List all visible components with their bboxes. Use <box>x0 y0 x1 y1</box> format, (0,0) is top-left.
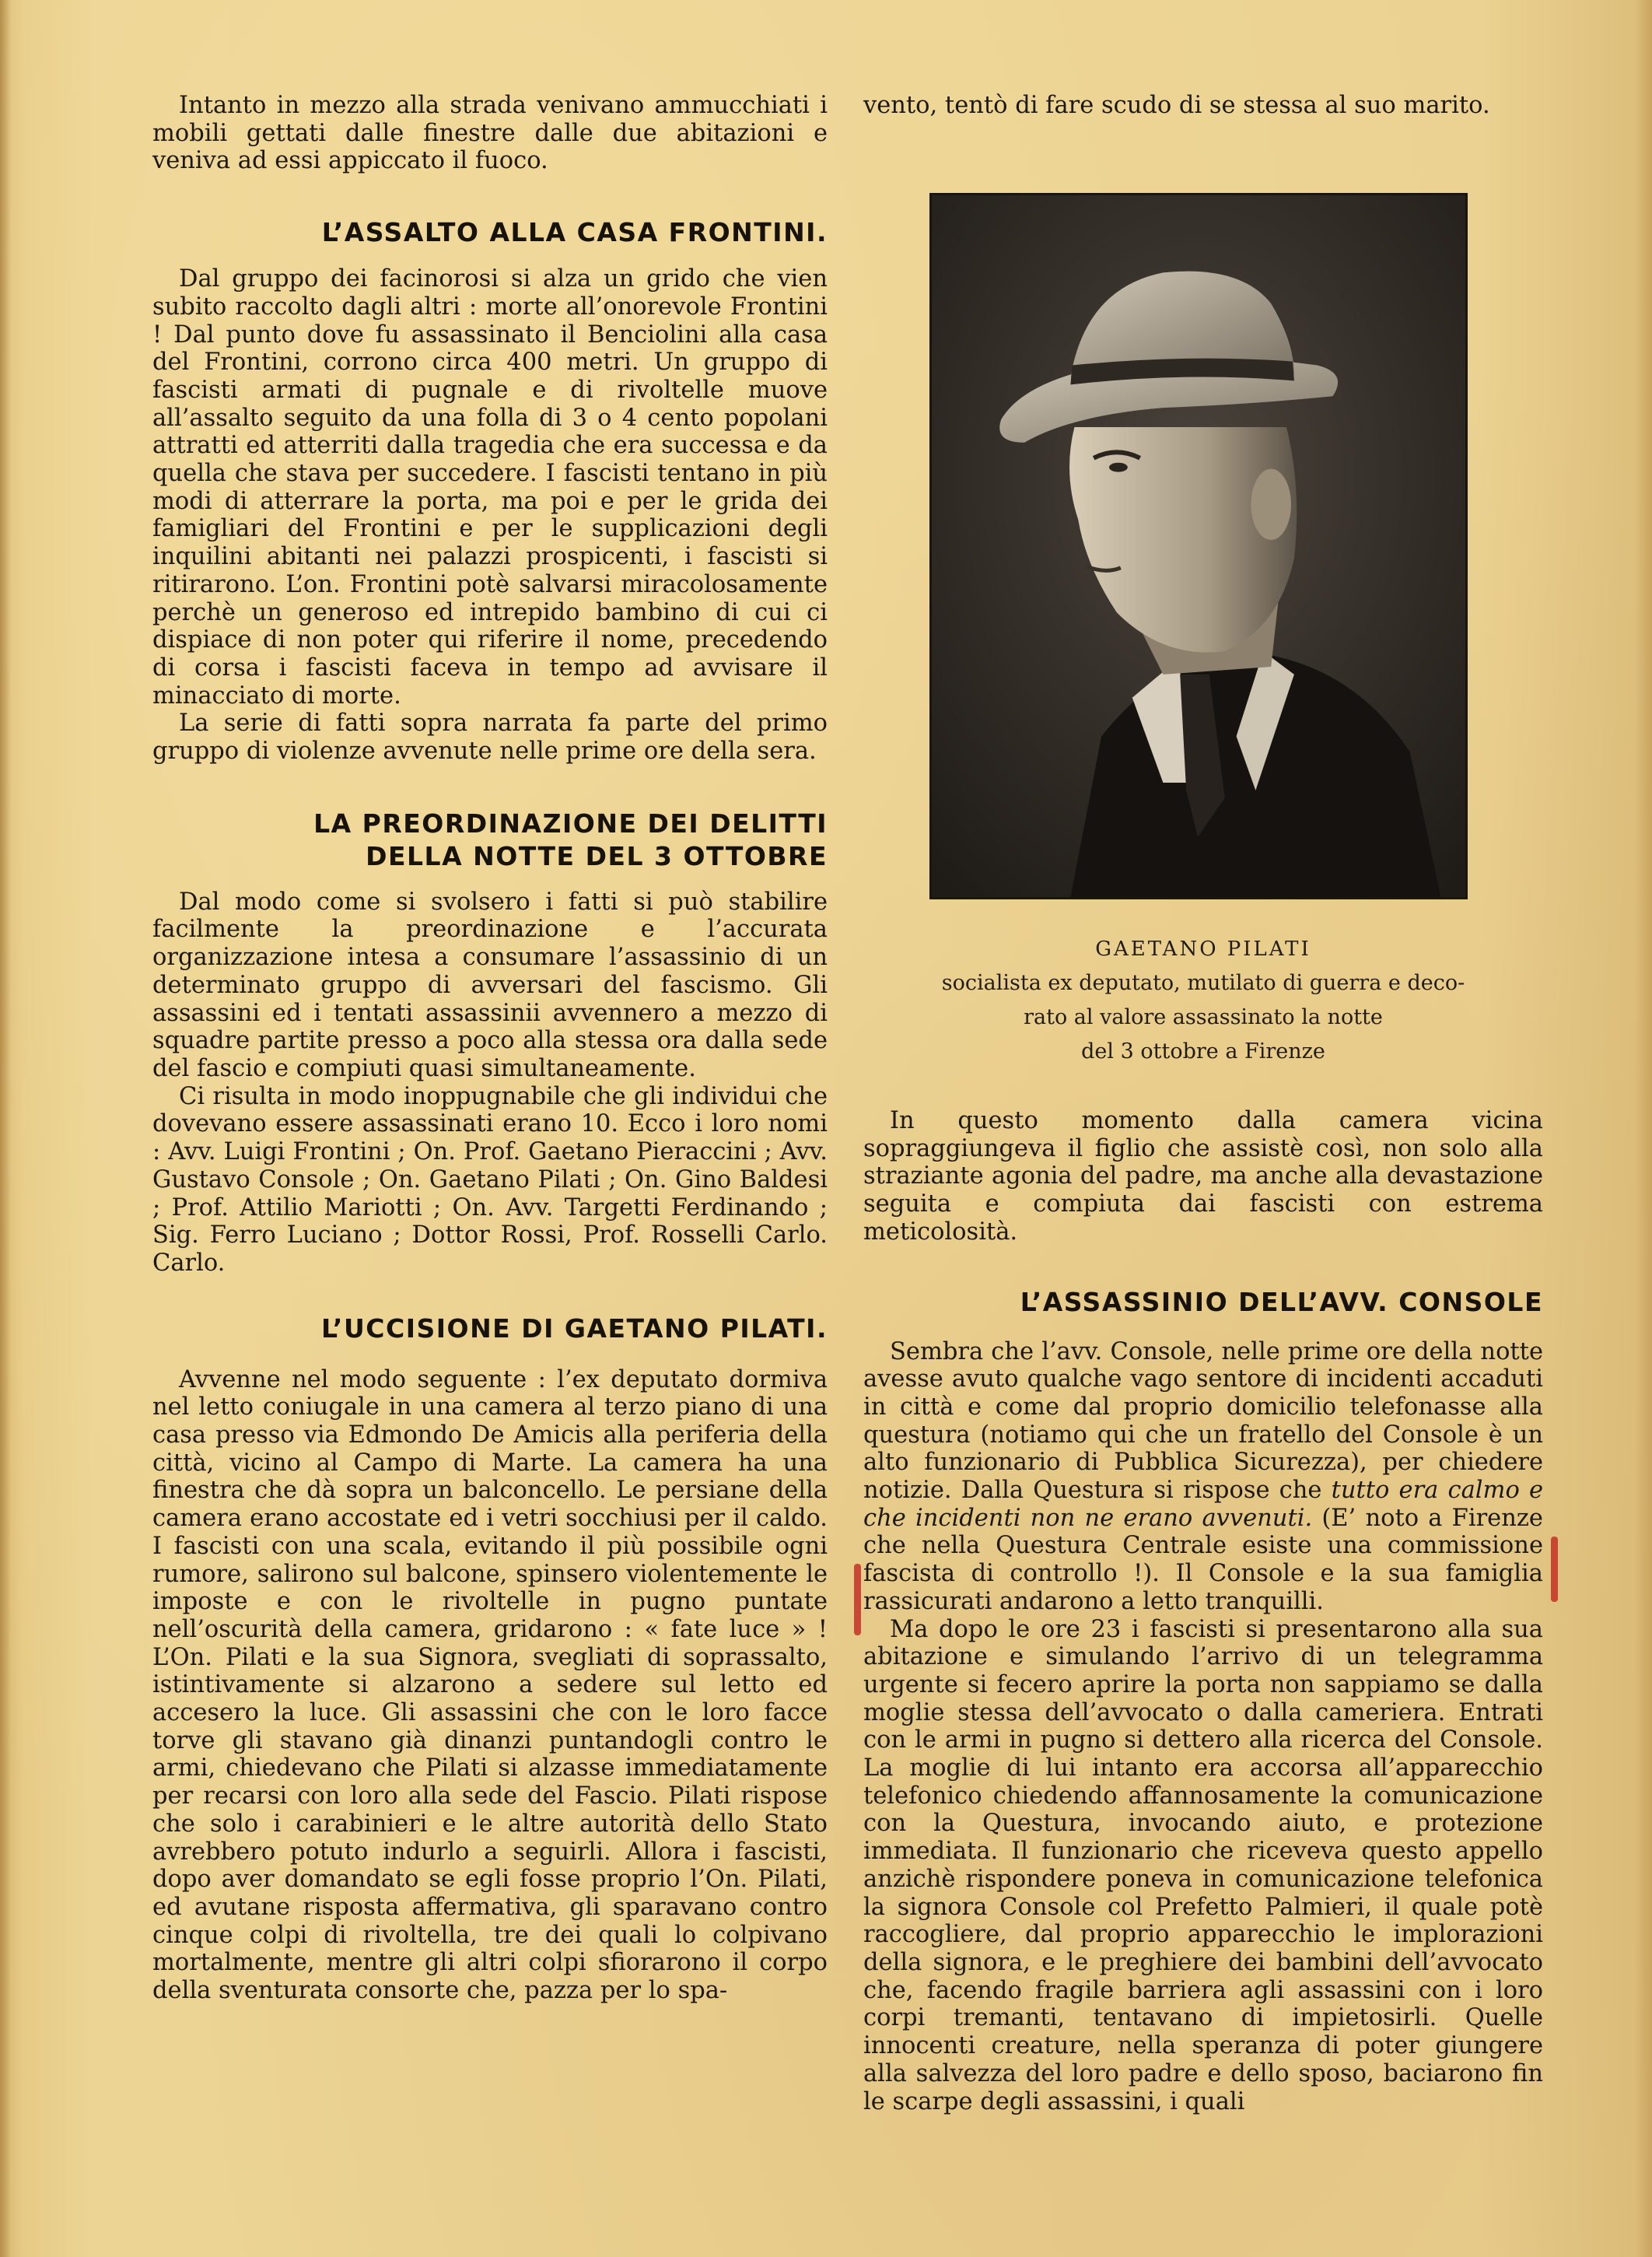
section-assalto-paragraph-1: Dal gruppo dei facinorosi si alza un grido che vien subito raccolto dagli altri : morte all’onorevole Frontini ! Dal punto dove fu assassinato il Benciolini alla casa del Frontini, corrono circa 400 metri. Un gruppo di fascisti armati di pugnale e di rivoltelle muove all’assalto seguito da una folla di 3 o 4 cento popolani attratti ed atterriti dalla tragedia che era successa e da quella che stava per succedere. I fascisti tentano in più modi di atterrare la porta, ma poi e per le grida dei famigliari del Frontini e per le supplicazioni degli inquilini abitanti nei palazzi prospicenti, i fascisti si ritirarono. L’on. Frontini potè salvarsi miracolosamente perchè un generoso ed intrepido bambino di cui ci dispiace di non poter qui riferire il nome, precedendo di corsa i fascisti faceva in tempo ad avvisare il minacciato di morte. <box>152 265 828 710</box>
console-p1-text-b: (E’ noto a Firenze che nella Questura Centrale esiste una commissione fascista di controllo !). Il Console e la sua famiglia rassicurati andarono a letto tranquilli. <box>863 1504 1543 1615</box>
portrait-photo <box>929 193 1468 899</box>
section-title-preordinazione-line1: LA PREORDINAZIONE DEI DELITTI <box>313 808 828 839</box>
console-p1-text-a: Sembra che l’avv. Console, nelle prime ore della notte avesse avuto qualche vago sentore di incidenti accaduti in città e come dal proprio domicilio telefonasse alla questura (notiamo qui che un fratello del Console è un alto funzionario di Pubblica Sicurezza), per chiedere notizie. Dalla Questura si rispose che <box>863 1337 1543 1505</box>
left-intro-paragraph: Intanto in mezzo alla strada venivano ammucchiati i mobili gettati dalle finestre dalle due abitazioni e veniva ad essi appiccato il fuoco. <box>152 92 828 175</box>
right-column-lower <box>863 1107 1543 2115</box>
caption-line-3: del 3 ottobre a Firenze <box>1081 1039 1325 1064</box>
section-uccisione-paragraph: Avvenne nel modo seguente : l’ex deputato dormiva nel letto coniugale in una camera al terzo piano di una casa presso via Edmondo De Amicis alla periferia della città, vicino al Campo di Marte. La camera ha una finestra che dà sopra un balconcello. Le persiane della camera erano accostate ed i vetri socchiusi per il caldo. I fascisti con una scala, evitando il più possibile ogni rumore, salirono sul balcone, spinsero violentemente le imposte e con le rivoltelle in pugno puntate nell’oscurità della camera, gridarono : « fate luce » ! L’On. Pilati e la sua Signora, svegliati di soprassalto, istintivamente si alzarono a sedere sul letto ed accesero la luce. Gli assassini che con le loro facce torve gli stavano già dinanzi puntandogli contro le armi, chiedevano che Pilati si alzasse immediatamente per recarsi con loro alla sede del Fascio. Pilati rispose che solo i carabinieri e le altre autorità dello Stato avrebbero potuto indurlo a seguirli. Allora i fascisti, dopo aver domandato se egli fosse proprio l’On. Pilati, ed avutane risposta affermativa, gli sparavano contro cinque colpi di rivoltella, tre dei quali lo colpivano mortalmente, mentre gli altri colpi sfiorarono il corpo della sventurata consorte che, pazza per lo spa- <box>152 1365 828 2005</box>
red-margin-mark-left <box>854 1564 861 1635</box>
section-title-assassinio-console: L’ASSASSINIO DELL’AVV. CONSOLE <box>1020 1286 1543 1317</box>
section-console-paragraph-2: Ma dopo le ore 23 i fascisti si presentarono alla sua abitazione e simulando l’arrivo di un telegramma urgente si fecero aprire la porta non sappiamo se dalla moglie stessa dell’avvocato o dalla cameriera. Entrati con le armi in pugno si dettero alla ricerca del Console. La moglie di lui intanto era accorsa all’apparecchio telefonico chiedendo affannosamente la comunicazione con la Questura, invocando aiuto, e protezione immediata. Il funzionario che riceveva questo appello anzichè rispondere poneva in comunicazione telefonica la signora Console col Prefetto Palmieri, il quale potè raccogliere, dal proprio apparecchio le implorazioni della signora, e le preghiere dei bambini dell’avvocato che, facendo fragile barriera agli assassini con i loro corpi tremanti, tentavano di impietosirli. Quelle innocenti creature, nella speranza di poter giungere alla salvezza del loro padre e dello sposo, baciarono fin le scarpe degli assassini, i quali <box>863 1615 1543 2115</box>
caption-line-2: rato al valore assassinato la notte <box>1024 1005 1383 1029</box>
caption-name: GAETANO PILATI <box>1095 937 1311 961</box>
left-column <box>152 92 828 2005</box>
right-column <box>863 92 1543 120</box>
section-title-assalto-frontini: L’ASSALTO ALLA CASA FRONTINI. <box>321 217 828 248</box>
caption-line-1: socialista ex deputato, mutilato di guerra e deco- <box>941 971 1465 995</box>
section-assalto-paragraph-2: La serie di fatti sopra narrata fa parte del primo gruppo di violenze avvenute nelle prime ore della sera. <box>152 710 828 766</box>
section-preordinazione-paragraph-2: Ci risulta in modo inoppugnabile che gli individui che dovevano essere assassinati erano 10. Ecco i loro nomi : Avv. Luigi Frontini ; On. Prof. Gaetano Pieraccini ; Avv. Gustavo Console ; On. Gaetano Pilati ; On. Gino Baldesi ; Prof. Attilio Mariotti ; On. Avv. Targetti Ferdinando ; Sig. Ferro Luciano ; Dottor Rossi, Prof. Rosselli Carlo. Carlo. <box>152 1082 828 1277</box>
right-intro-paragraph: vento, tentò di fare scudo di se stessa al suo marito. <box>863 92 1490 119</box>
after-caption-paragraph: In questo momento dalla camera vicina sopraggiungeva il figlio che assistè così, non solo alla straziante agonia del padre, ma anche alla devastazione seguita e compiuta dai fascisti con estrema meticolosità. <box>863 1107 1543 1246</box>
section-title-preordinazione-line2: DELLA NOTTE DEL 3 OTTOBRE <box>366 840 828 871</box>
section-console-paragraph-1 <box>863 1338 1543 1616</box>
photo-caption <box>863 932 1543 1069</box>
section-title-uccisione-pilati: L’UCCISIONE DI GAETANO PILATI. <box>320 1312 828 1344</box>
console-p1-italic: tutto era calmo e che incidenti non ne erano avvenuti. <box>863 1477 1544 1532</box>
red-margin-mark-right <box>1551 1537 1558 1602</box>
section-preordinazione-paragraph-1: Dal modo come si svolsero i fatti si può stabilire facilmente la preordinazione e l’accurata organizzazione intesa a consumare l’assassinio di un determinato gruppo di avversari del fascismo. Gli assassini ed i tentati assassinii avvennero a mezzo di squadre partite presso a poco alla stessa ora dalla sede del fascio e compiuti quasi simultaneamente. <box>152 888 828 1082</box>
portrait-image <box>932 195 1465 897</box>
